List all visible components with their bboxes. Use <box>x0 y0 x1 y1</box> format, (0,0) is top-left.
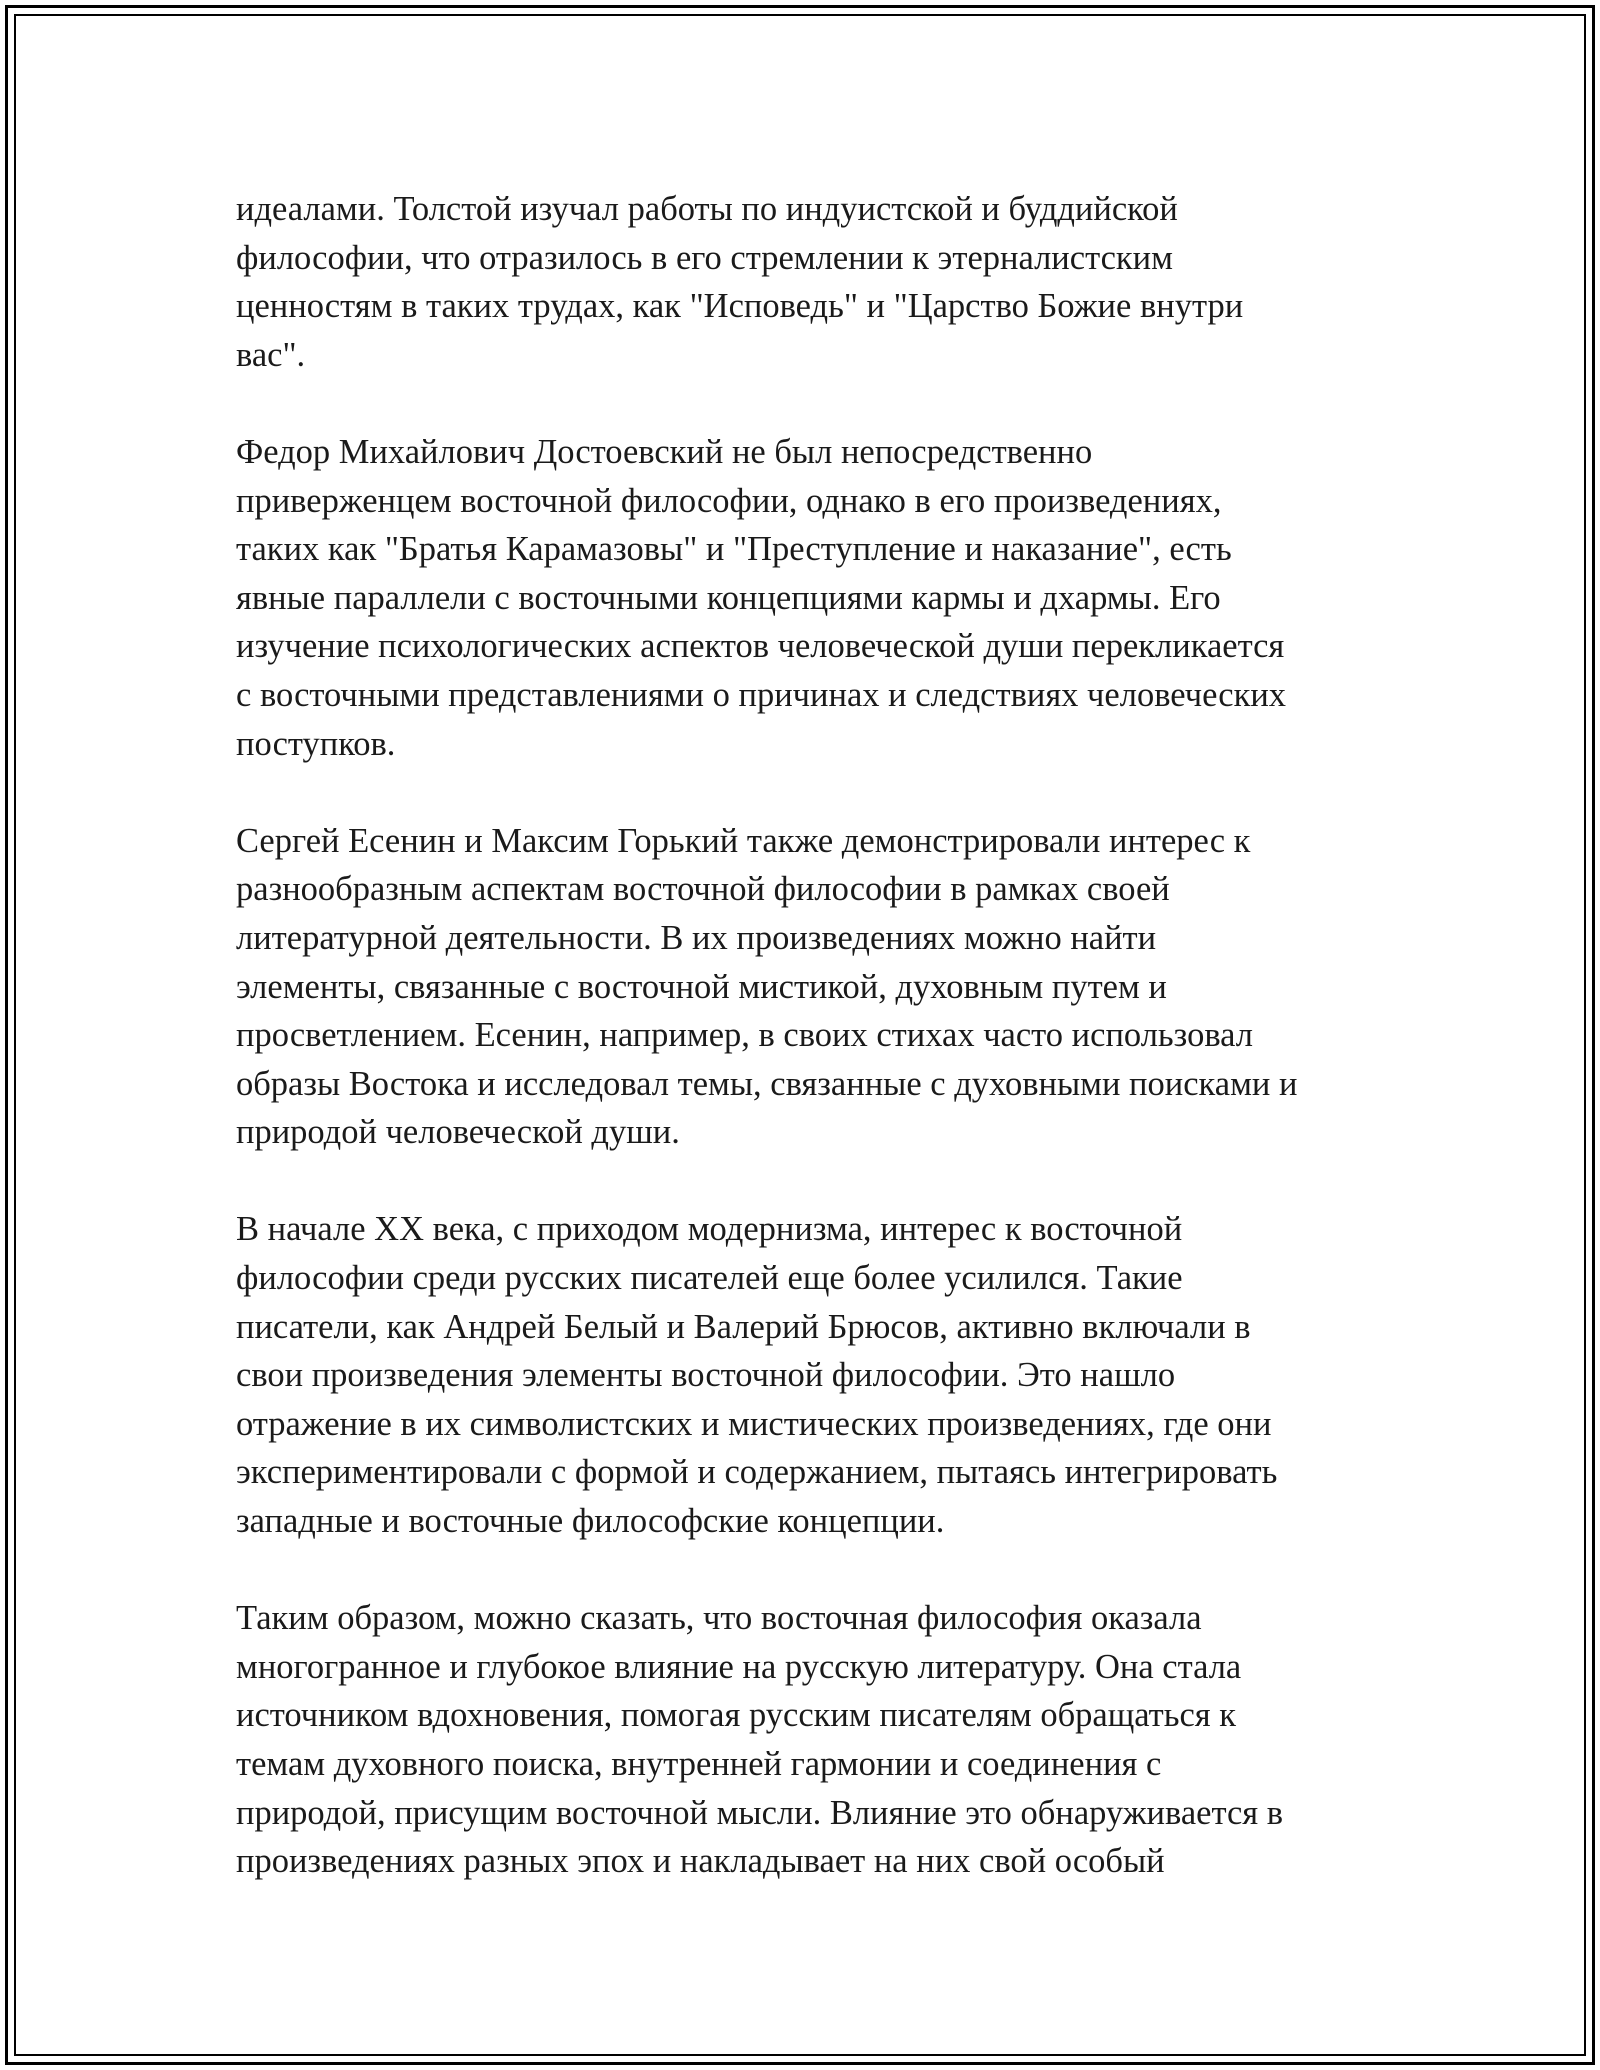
text-line: природой человеческой души. <box>236 1113 680 1152</box>
paragraph-conclusion <box>236 1594 1386 1886</box>
text-line: разнообразным аспектам восточной философии в рамках своей <box>236 870 1170 909</box>
text-line: явные параллели с восточными концепциями кармы и дхармы. Его <box>236 578 1221 617</box>
text-line: изучение психологических аспектов человеческой души перекликается <box>236 627 1285 666</box>
document-body <box>236 185 1386 1886</box>
text-line: с восточными представлениями о причинах и следствиях человеческих <box>236 675 1287 714</box>
text-line: просветлением. Есенин, например, в своих стихах часто использовал <box>236 1016 1254 1055</box>
text-line: западные и восточные философские концепции. <box>236 1502 945 1541</box>
text-line: идеалами. Толстой изучал работы по индуистской и буддийской <box>236 190 1178 228</box>
paragraph-dostoevsky <box>236 428 1386 768</box>
text-line: приверженцем восточной философии, однако в его произведениях, <box>236 481 1222 520</box>
paragraph-esenin-gorky <box>236 817 1386 1157</box>
text-line: Федор Михайлович Достоевский не был непосредственно <box>236 432 1093 471</box>
text-line: В начале XX века, с приходом модернизма, интерес к восточной <box>236 1210 1183 1249</box>
text-line: писатели, как Андрей Белый и Валерий Брюсов, активно включали в <box>236 1307 1251 1346</box>
text-line: образы Востока и исследовал темы, связанные с духовными поисками и <box>236 1064 1298 1103</box>
text-line: Таким образом, можно сказать, что восточная философия оказала <box>236 1599 1202 1638</box>
text-line: вас". <box>236 335 306 374</box>
text-line: экспериментировали с формой и содержанием, пытаясь интегрировать <box>236 1453 1278 1492</box>
text-line: многогранное и глубокое влияние на русскую литературу. Она стала <box>236 1647 1242 1686</box>
text-line: философии среди русских писателей еще более усилился. Такие <box>236 1259 1183 1298</box>
text-line: Сергей Есенин и Максим Горький также демонстрировали интерес к <box>236 821 1251 860</box>
paragraph-modernism <box>236 1205 1386 1545</box>
text-line: таких как "Братья Карамазовы" и "Преступление и наказание", есть <box>236 530 1232 569</box>
paragraph-tolstoy <box>236 185 1386 379</box>
text-line: природой, присущим восточной мысли. Влияние это обнаруживается в <box>236 1793 1284 1832</box>
text-line: элементы, связанные с восточной мистикой, духовным путем и <box>236 967 1167 1006</box>
text-line: поступков. <box>236 724 396 763</box>
text-line: свои произведения элементы восточной философии. Это нашло <box>236 1356 1176 1395</box>
text-line: литературной деятельности. В их произведениях можно найти <box>236 918 1157 957</box>
text-line: отражение в их символистских и мистических произведениях, где они <box>236 1404 1272 1443</box>
text-line: темам духовного поиска, внутренней гармонии и соединения с <box>236 1745 1162 1783</box>
text-line: источником вдохновения, помогая русским писателям обращаться к <box>236 1696 1237 1735</box>
text-line: произведениях разных эпох и накладывает на них свой особый <box>236 1842 1165 1881</box>
text-line: ценностям в таких трудах, как "Исповедь" и "Царство Божие внутри <box>236 287 1244 326</box>
text-line: философии, что отразилось в его стремлении к этерналистским <box>236 238 1173 277</box>
